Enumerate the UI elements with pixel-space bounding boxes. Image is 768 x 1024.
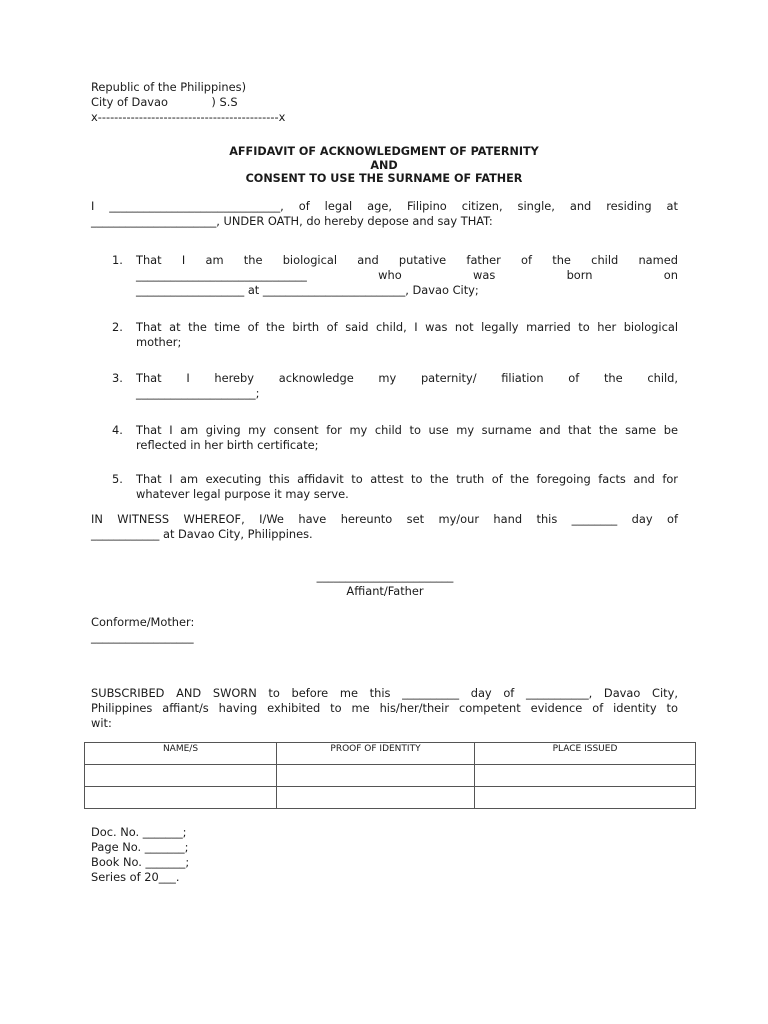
list-item-line: whatever legal purpose it may serve. (136, 487, 349, 501)
doc-number: Doc. No. _______; (91, 825, 187, 839)
identity-table (84, 742, 696, 809)
list-item (112, 253, 678, 298)
witness-line-2: ____________ at Davao City, Philippines. (91, 527, 313, 541)
jurat-line-1: SUBSCRIBED AND SWORN to before me this __________ day of ___________, Davao City, (91, 686, 678, 700)
list-item-line: That I hereby acknowledge my paternity/ filiation of the child, (136, 371, 678, 385)
intro-paragraph (91, 199, 678, 229)
table-cell (85, 787, 277, 809)
affiant-signature-block (280, 569, 490, 599)
column-header-names: NAME/S (85, 743, 277, 765)
venue-header (91, 80, 678, 125)
list-item-number: 2. (112, 320, 123, 334)
list-item-line: ___________________ at _________________________, Davao City; (136, 283, 479, 297)
list-item-number: 5. (112, 472, 123, 486)
list-item-line: reflected in her birth certificate; (136, 438, 319, 452)
venue-city: City of Davao ) S.S (91, 95, 238, 109)
venue-republic: Republic of the Philippines) (91, 80, 247, 94)
venue-separator: x--------------------------------------------x (91, 110, 286, 124)
table-cell (475, 765, 696, 787)
jurat-line-2: Philippines affiant/s having exhibited to me his/her/their competent evidence of identity to (91, 701, 678, 715)
table-cell (475, 787, 696, 809)
affiant-label: Affiant/Father (346, 584, 424, 598)
document-title (0, 145, 768, 186)
list-item (112, 423, 678, 453)
table-cell (85, 765, 277, 787)
table-row (85, 787, 696, 809)
series-year: Series of 20___. (91, 870, 180, 884)
list-item-number: 3. (112, 371, 123, 385)
intro-line-1: I ______________________________, of legal age, Filipino citizen, single, and residing at (91, 199, 678, 213)
list-item-number: 4. (112, 423, 123, 437)
book-number: Book No. _______; (91, 855, 190, 869)
jurat-paragraph (91, 686, 678, 731)
conforme-label: Conforme/Mother: (91, 615, 195, 629)
affiant-signature-line: ________________________ (316, 569, 454, 583)
witness-line-1: IN WITNESS WHEREOF, I/We have hereunto set my/our hand this ________ day of (91, 512, 678, 526)
list-item-line: That I am giving my consent for my child to use my surname and that the same be (136, 423, 678, 437)
table-cell (277, 765, 475, 787)
conforme-block (91, 615, 678, 645)
title-line-1: AFFIDAVIT OF ACKNOWLEDGMENT OF PATERNITY (229, 145, 539, 158)
list-item-number: 1. (112, 253, 123, 267)
table-header-row (85, 743, 696, 765)
witness-paragraph (91, 512, 678, 542)
table-cell (277, 787, 475, 809)
list-item-line: That I am executing this affidavit to attest to the truth of the foregoing facts and for (136, 472, 678, 486)
notarial-details (91, 825, 678, 885)
list-item-line: That I am the biological and putative father of the child named (136, 253, 678, 267)
intro-line-2: ______________________, UNDER OATH, do hereby depose and say THAT: (91, 214, 493, 228)
list-item (112, 371, 678, 401)
list-item (112, 472, 678, 502)
title-line-2: AND (370, 158, 398, 172)
table-row (85, 765, 696, 787)
title-line-3: CONSENT TO USE THE SURNAME OF FATHER (245, 172, 523, 185)
list-item-line: mother; (136, 335, 182, 349)
column-header-proof: PROOF OF IDENTITY (277, 743, 475, 765)
list-item-line: That at the time of the birth of said child, I was not legally married to her biological (136, 320, 678, 334)
list-item-line: ______________________________ who was born on (136, 268, 678, 282)
list-item (112, 320, 678, 350)
column-header-place: PLACE ISSUED (475, 743, 696, 765)
list-item-line: _____________________; (136, 386, 260, 400)
jurat-line-3: wit: (91, 716, 112, 730)
page-number: Page No. _______; (91, 840, 189, 854)
conforme-signature-line: __________________ (91, 630, 194, 644)
